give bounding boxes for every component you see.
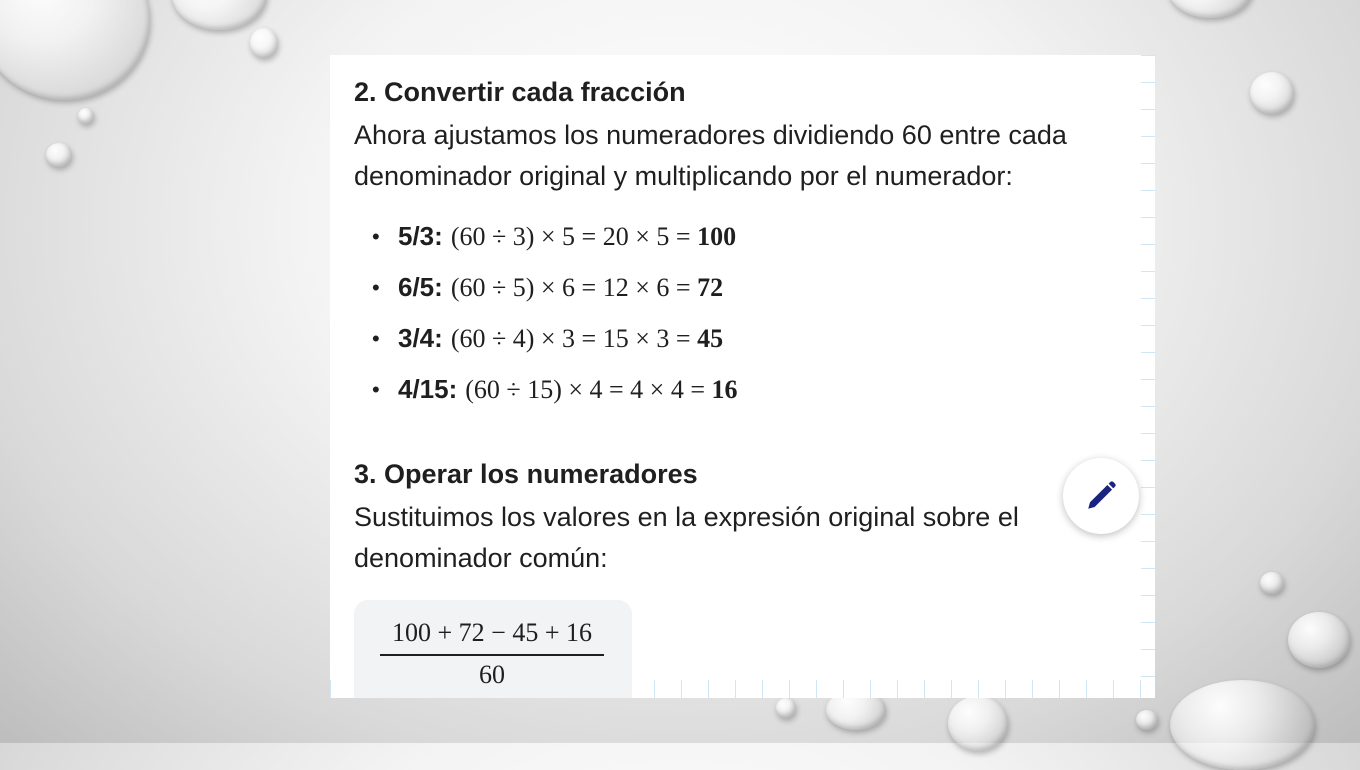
math-result: 100 [697,222,737,251]
list-item [354,313,1134,364]
fraction-label: 6/5: [398,272,443,302]
fraction-label: 4/15: [398,374,458,404]
fraction-expression [380,618,604,690]
content-area [330,55,1141,689]
conversion-list [354,211,1134,415]
math-expression: (60 ÷ 4) × 3 = 15 × 3 = 45 [450,324,724,353]
bullet-icon: • [372,377,380,402]
section-paragraph: Sustituimos los valores en la expresión original sobre el denominador común: [354,502,1019,573]
math-result: 45 [697,324,724,353]
fraction-label: 5/3: [398,221,443,251]
pencil-icon [1084,479,1118,513]
bullet-icon: • [372,275,380,300]
bullet-icon: • [372,224,380,249]
math-result: 72 [697,273,724,302]
section-heading: 3. Operar los numeradores [354,459,698,489]
water-drop [1136,710,1158,730]
section-heading: 2. Convertir cada fracción [354,77,686,107]
water-drop [776,698,796,718]
math-expression: (60 ÷ 3) × 5 = 20 × 5 = 100 [450,222,737,251]
water-drop [78,108,94,124]
water-drop [1168,0,1253,18]
list-item [354,364,1134,415]
math-block [354,600,632,698]
section-paragraph: Ahora ajustamos los numeradores dividiendo 60 entre cada denominador original y multiplicando por el numerador: [354,120,1067,191]
math-expression: (60 ÷ 5) × 6 = 12 × 6 = 72 [450,273,724,302]
list-item [354,262,1134,313]
fraction-numerator: 100 + 72 − 45 + 16 [380,618,604,656]
bullet-icon: • [372,326,380,351]
fraction-label: 3/4: [398,323,443,353]
content-panel [330,55,1155,698]
water-drop [46,143,72,167]
water-drop [1250,72,1294,114]
list-item [354,211,1134,262]
water-drop [172,0,267,30]
water-drop [0,0,150,100]
water-drop [250,28,278,58]
math-result: 16 [711,375,738,404]
water-drop [1288,612,1350,668]
edit-button[interactable] [1063,458,1139,534]
water-drop [1260,572,1284,594]
water-drop [1170,680,1315,770]
fraction-denominator: 60 [479,660,505,689]
math-expression: (60 ÷ 15) × 4 = 4 × 4 = 16 [465,375,738,404]
